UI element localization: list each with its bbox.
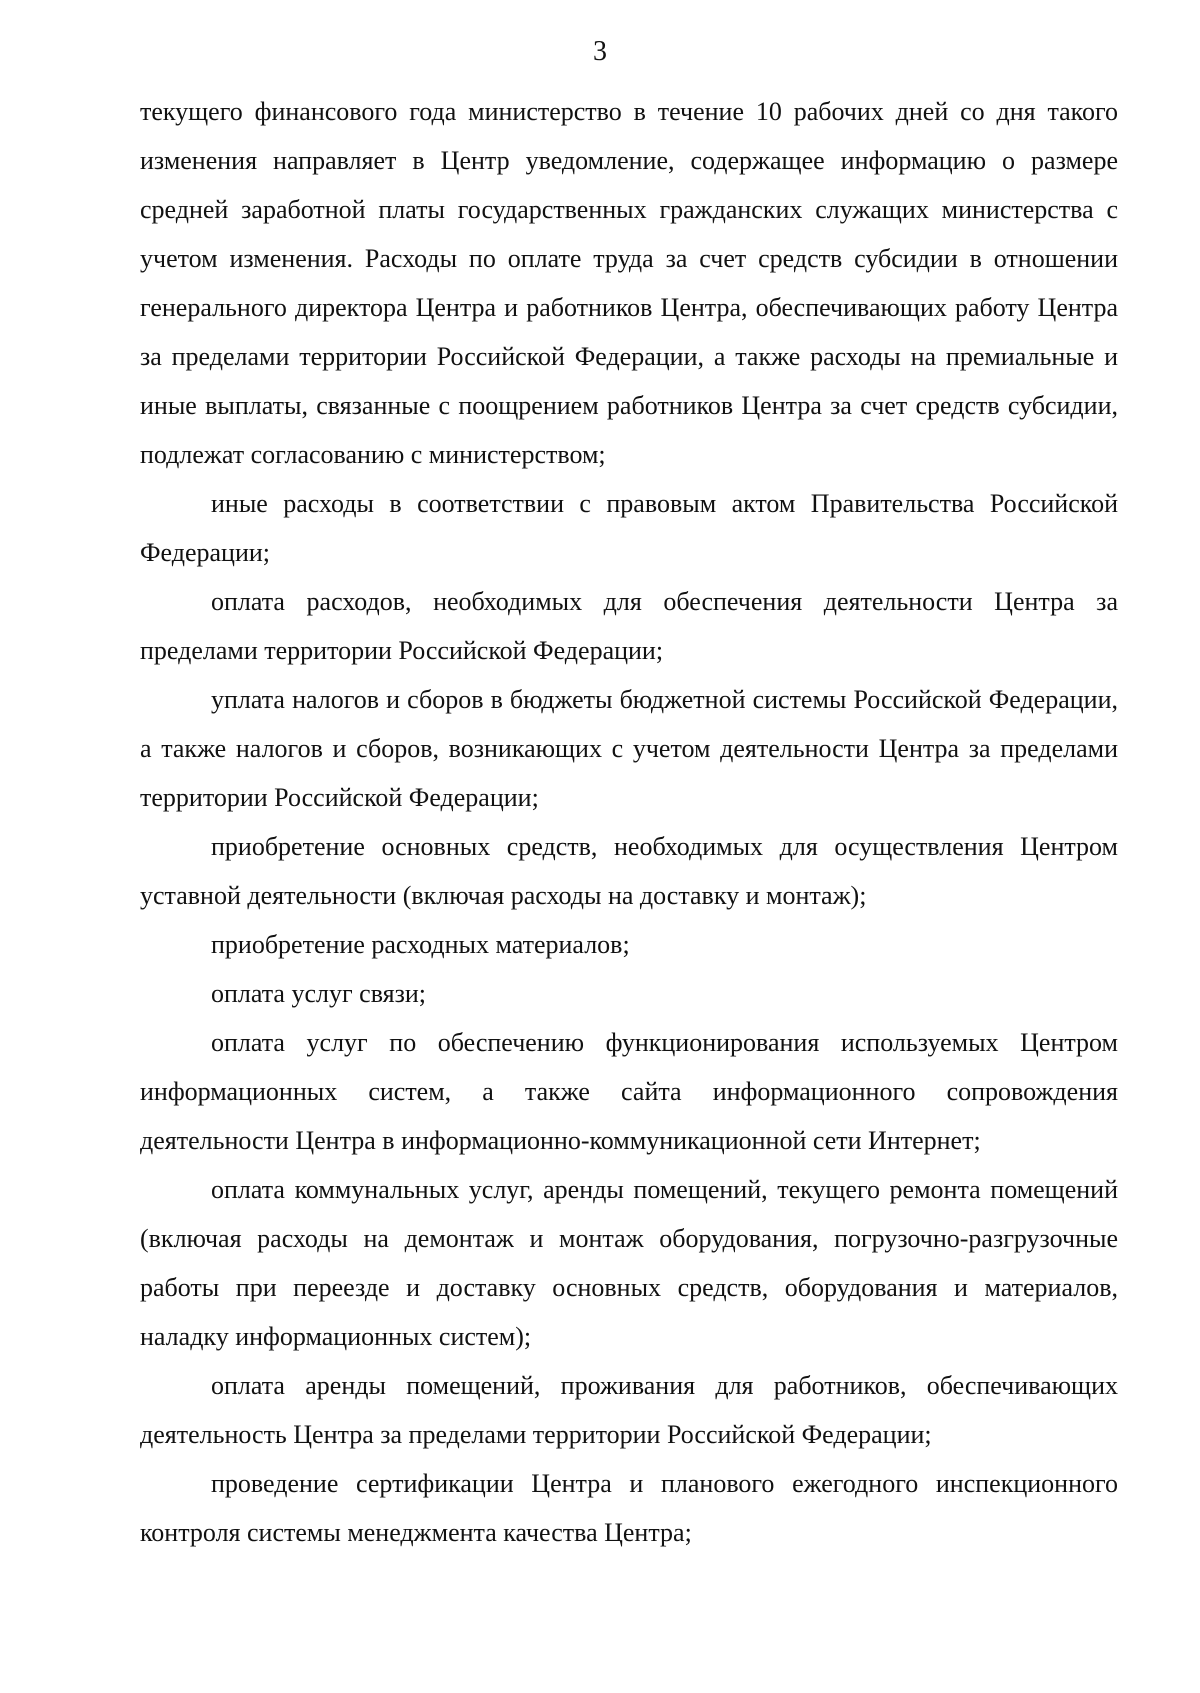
paragraph-utilities-rent: оплата коммунальных услуг, аренды помещений, текущего ремонта помещений (включая расходы на демонтаж и монтаж оборудования, погрузочно-разгрузочные работы при переезде и доставку основных средств, оборудования и материалов, наладку информационных систем);	[140, 1175, 1118, 1351]
paragraph-taxes: уплата налогов и сборов в бюджеты бюджетной системы Российской Федерации, а также налогов и сборов, возникающих с учетом деятельности Центра за пределами территории Российской Федерации;	[140, 685, 1118, 812]
paragraph-fixed-assets: приобретение основных средств, необходимых для осуществления Центром уставной деятельности (включая расходы на доставку и монтаж);	[140, 832, 1118, 910]
document-body	[140, 87, 1118, 1557]
paragraph-continuation: текущего финансового года министерство в течение 10 рабочих дней со дня такого изменения направляет в Центр уведомление, содержащее информацию о размере средней заработной платы государственных гражданских служащих министерства с учетом изменения. Расходы по оплате труда за счет средств субсидии в отношении генерального директора Центра и работников Центра, обеспечивающих работу Центра за пределами территории Российской Федерации, а также расходы на премиальные и иные выплаты, связанные с поощрением работников Центра за счет средств субсидии, подлежат согласованию с министерством;	[140, 97, 1118, 469]
paragraph-other-expenses: иные расходы в соответствии с правовым актом Правительства Российской Федерации;	[140, 489, 1118, 567]
paragraph-certification: проведение сертификации Центра и планового ежегодного инспекционного контроля системы менеджмента качества Центра;	[140, 1469, 1118, 1547]
paragraph-consumables: приобретение расходных материалов;	[211, 930, 630, 959]
paragraph-information-systems: оплата услуг по обеспечению функционирования используемых Центром информационных систем, а также сайта информационного сопровождения деятельности Центра в информационно-коммуникационной сети Интернет;	[140, 1028, 1118, 1155]
paragraph-expenses-abroad: оплата расходов, необходимых для обеспечения деятельности Центра за пределами территории Российской Федерации;	[140, 587, 1118, 665]
paragraph-accommodation-abroad: оплата аренды помещений, проживания для работников, обеспечивающих деятельность Центра за пределами территории Российской Федерации;	[140, 1371, 1118, 1449]
paragraph-communication: оплата услуг связи;	[211, 979, 426, 1008]
page-number: 3	[593, 36, 607, 67]
